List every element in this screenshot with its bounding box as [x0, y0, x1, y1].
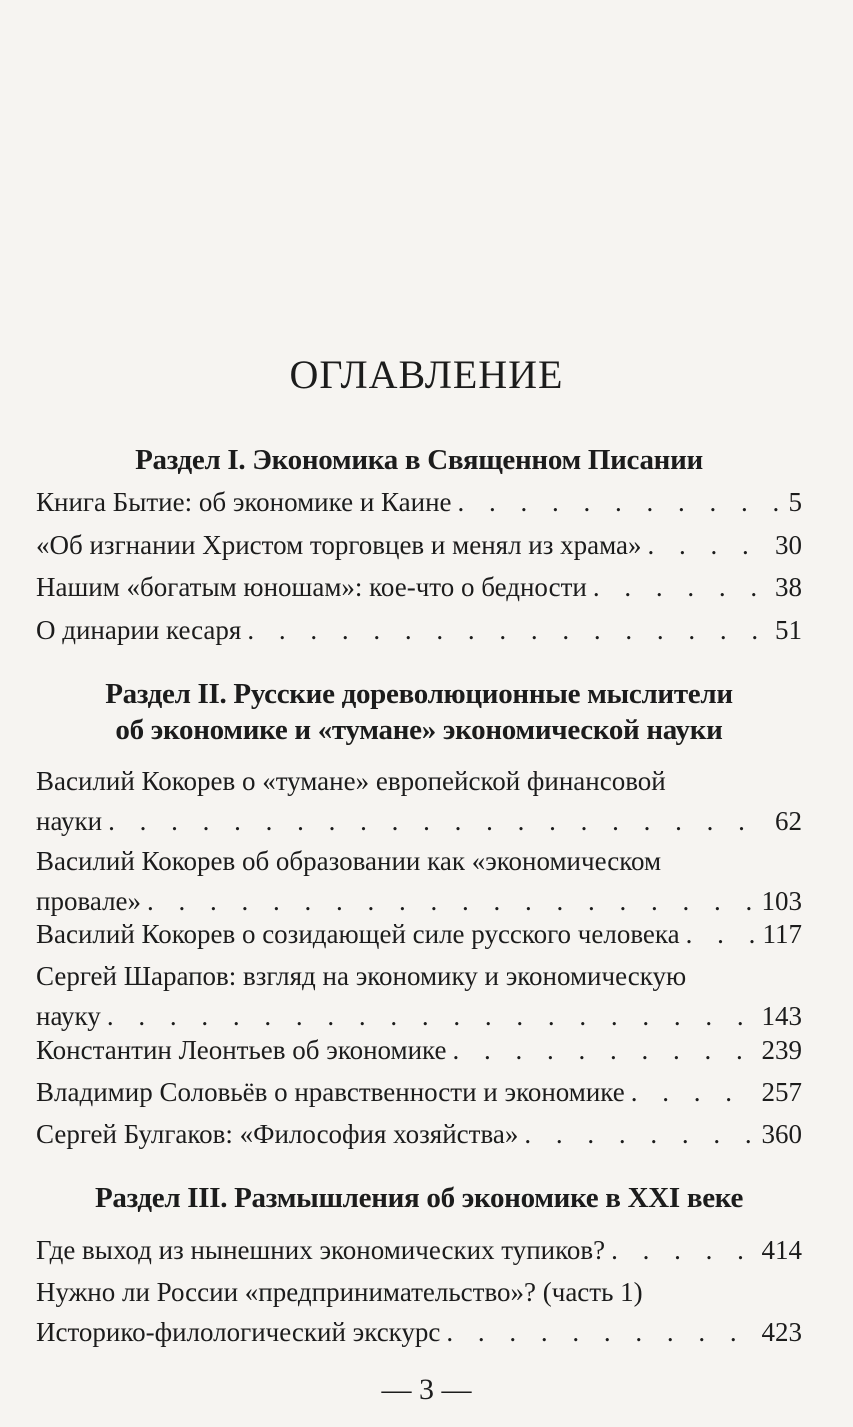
toc-entry	[36, 1114, 802, 1154]
toc-entry	[36, 1230, 802, 1270]
toc-entry-title: Книга Бытие: об экономике и Каине	[36, 487, 452, 517]
toc-entry-title-line: Василий Кокорев о «тумане» европейской финансовой	[36, 766, 666, 796]
dot-leader	[631, 1072, 756, 1112]
toc-entry	[36, 761, 802, 841]
toc-entry-title: «Об изгнании Христом торговцев и менял из храма»	[36, 530, 642, 560]
toc-page-number: 51	[775, 615, 802, 645]
toc-entry-title-line: Сергей Шарапов: взгляд на экономику и экономическую	[36, 961, 687, 991]
section-heading-line: Раздел I. Экономика в Священном Писании	[135, 444, 703, 476]
toc-entry	[36, 841, 802, 921]
dot-leader	[593, 567, 769, 607]
dot-leader	[524, 1114, 755, 1154]
section-heading-2	[36, 676, 802, 748]
toc-entry-title: Где выход из нынешних экономических тупиков?	[36, 1235, 606, 1265]
toc-page-number: 103	[761, 886, 802, 916]
toc-page-number: 117	[762, 919, 802, 949]
toc-entry-title: науку	[36, 1001, 101, 1031]
section-heading-line: Раздел II. Русские дореволюционные мыслители	[105, 678, 733, 710]
section-heading-3	[36, 1180, 802, 1216]
toc-entry-title: Сергей Булгаков: «Философия хозяйства»	[36, 1119, 519, 1149]
dot-leader	[247, 610, 769, 650]
toc-page-number: 257	[761, 1077, 802, 1107]
toc-page-number: 360	[761, 1119, 802, 1149]
toc-entry	[36, 1272, 802, 1352]
toc-entry-title-line: Василий Кокорев об образовании как «экономическом	[36, 846, 662, 876]
toc-entry-title: Константин Леонтьев об экономике	[36, 1035, 447, 1065]
toc-page-number: 423	[761, 1317, 802, 1347]
toc-entry	[36, 1030, 802, 1070]
toc-entry-title: Василий Кокорев о созидающей силе русского человека	[36, 919, 680, 949]
toc-page-number: 62	[775, 806, 802, 836]
toc-entry	[36, 525, 802, 565]
section-heading-line: об экономике и «тумане» экономической науки	[115, 714, 723, 746]
dot-leader	[446, 1312, 755, 1352]
toc-entry	[36, 610, 802, 650]
toc-entry	[36, 914, 802, 954]
toc-page-number: 30	[775, 530, 802, 560]
section-heading-line: Раздел III. Размышления об экономике в XXI веке	[94, 1182, 744, 1214]
page-folio: — 3 —	[381, 1373, 472, 1406]
toc-entry	[36, 956, 802, 1036]
page-title: ОГЛАВЛЕНИЕ	[289, 352, 564, 397]
toc-page-number: 414	[761, 1235, 802, 1265]
dot-leader	[458, 482, 783, 522]
dot-leader	[648, 525, 769, 565]
toc-entry-title-line: Нужно ли России «предпринимательство»? (часть 1)	[36, 1277, 643, 1307]
toc-entry	[36, 567, 802, 607]
toc-entry-title: Владимир Соловьёв о нравственности и экономике	[36, 1077, 625, 1107]
dot-leader	[108, 801, 769, 841]
section-heading-1	[36, 442, 802, 478]
toc-entry-title: науки	[36, 806, 103, 836]
toc-entry-title: О динарии кесаря	[36, 615, 242, 645]
toc-page-number: 5	[788, 487, 802, 517]
toc-entry-title: провале»	[36, 886, 142, 916]
toc-page-number: 239	[761, 1035, 802, 1065]
toc-entry-title: Нашим «богатым юношам»: кое-что о бедности	[36, 572, 587, 602]
toc-entry	[36, 1072, 802, 1112]
dot-leader	[611, 1230, 755, 1270]
toc-page-number: 143	[761, 1001, 802, 1031]
toc-entry-title: Историко-филологический экскурс	[36, 1317, 441, 1347]
toc-page-number: 38	[775, 572, 802, 602]
dot-leader	[686, 914, 757, 954]
toc-entry	[36, 482, 802, 522]
dot-leader	[452, 1030, 755, 1070]
